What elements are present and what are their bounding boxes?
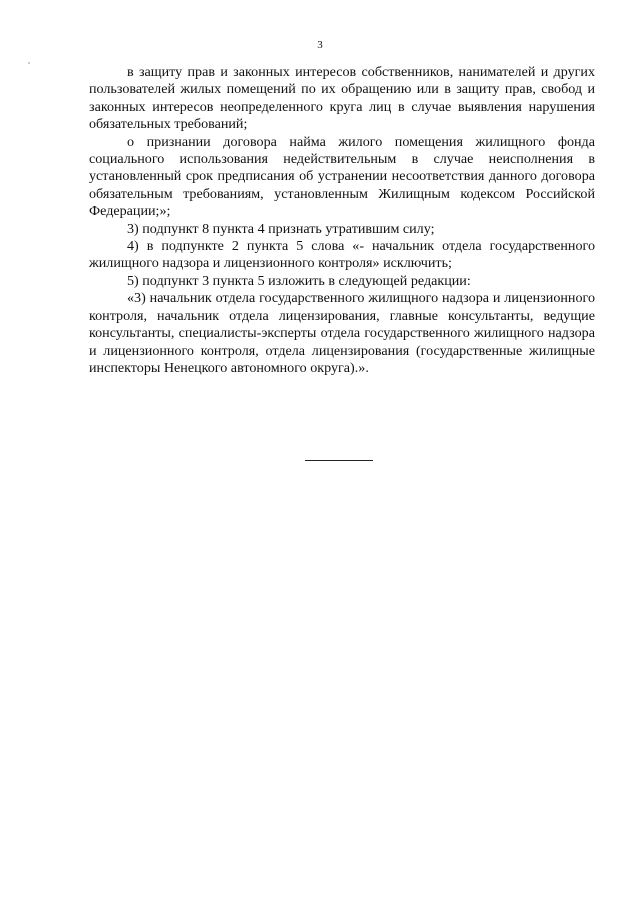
scan-mark: [28, 62, 30, 64]
page-number: 3: [317, 39, 323, 51]
paragraph-item-5: 5) подпункт 3 пункта 5 изложить в следующей редакции:: [127, 272, 471, 289]
document-body: [89, 64, 595, 377]
paragraph-new-wording: «3) начальник отдела государственного жилищного надзора и лицензионного контроля, начальник отдела лицензирования, главные консультанты, ведущие консультанты, специалисты-эксперты отдела государственного жилищного надзора и лицензионного контроля, отдела лицензирования (государственные жилищные инспекторы Ненецкого автономного округа).».: [89, 290, 595, 376]
paragraph-protection-rights: в защиту прав и законных интересов собственников, нанимателей и других пользователей жилых помещений по их обращению или в защиту прав, свобод и законных интересов неопределенного круга лиц в случае выявления нарушения обязательных требований;: [89, 64, 595, 133]
paragraph-invalid-lease: о признании договора найма жилого помещения жилищного фонда социального использования недействительным в случае неисполнения в установленный срок предписания об устранении несоответствия данного договора обязательным требованиям, установленным Жилищным кодексом Российской Федерации;»;: [89, 133, 595, 220]
end-separator-line: [305, 460, 373, 461]
paragraph-item-3: 3) подпункт 8 пункта 4 признать утратившим силу;: [127, 220, 435, 237]
paragraph-item-4: 4) в подпункте 2 пункта 5 слова «- начальник отдела государственного жилищного надзора и лицензионного контроля» исключить;: [89, 238, 595, 272]
